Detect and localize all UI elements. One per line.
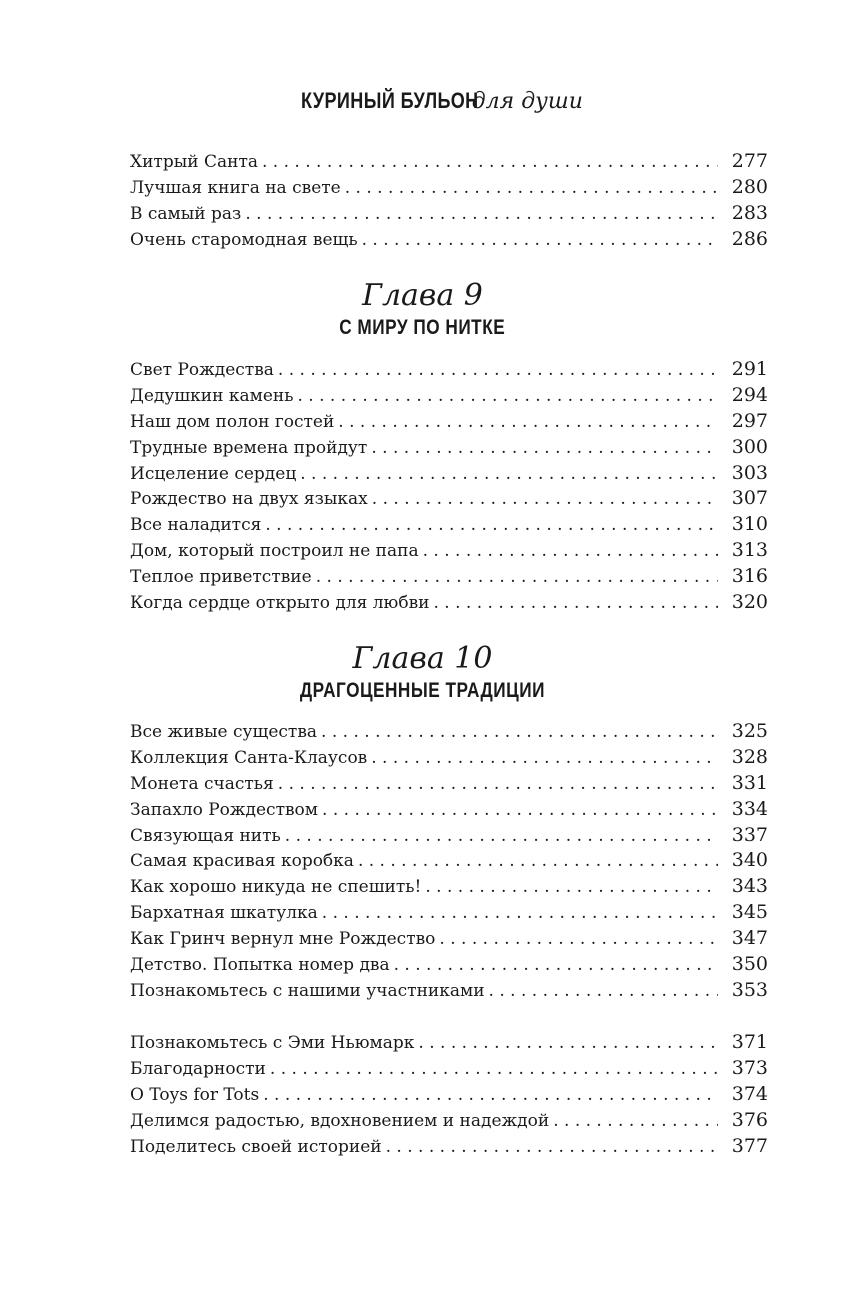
toc-entry-title: Делимся радостью, вдохновением и надеждой: [130, 1110, 550, 1131]
dot-leader: [394, 953, 718, 979]
toc-entry-page-number: 280: [731, 175, 768, 198]
dot-leader: [270, 1057, 718, 1083]
toc-entry-page-number: 303: [731, 461, 768, 484]
dot-leader: [553, 1109, 718, 1135]
toc-entry-page-number: 340: [731, 849, 768, 872]
toc-entry-title: Дедушкин камень: [130, 385, 294, 406]
toc-entry-title: О Toys for Tots: [130, 1084, 260, 1105]
toc-entry-title: Бархатная шкатулка: [130, 903, 318, 924]
toc-entry-page-number: 328: [731, 745, 768, 768]
toc-entry: [130, 1082, 768, 1108]
toc-entry-page-number: 347: [731, 927, 768, 950]
dot-leader: [358, 849, 718, 875]
toc-entry-title: Лучшая книга на свете: [130, 177, 341, 198]
toc-entry: [130, 926, 768, 952]
dot-leader: [300, 462, 718, 488]
toc-entry: [130, 745, 768, 771]
toc-entry: [130, 175, 768, 201]
toc-entry-title: Трудные времена пройдут: [130, 437, 368, 458]
toc-entry-title: Детство. Попытка номер два: [130, 955, 390, 976]
toc-entry: [130, 1108, 768, 1134]
dot-leader: [297, 384, 718, 410]
chapter-9-label: Глава 9: [362, 278, 483, 313]
chapter-10-label: Глава 10: [352, 641, 493, 676]
toc-entry-title: Запахло Рождеством: [130, 799, 319, 820]
dot-leader: [321, 720, 718, 746]
toc-entry-title: Поделитесь своей историей: [130, 1136, 382, 1157]
toc-entry-page-number: 337: [731, 823, 768, 846]
toc-entry-page-number: 291: [731, 358, 768, 380]
toc-entry: [130, 435, 768, 461]
toc-entry: [130, 383, 768, 409]
dot-leader: [371, 746, 718, 772]
toc-entry-page-number: 325: [731, 720, 768, 742]
toc-entry: [130, 538, 768, 564]
toc-entry-title: Все живые существа: [130, 722, 318, 742]
toc-entry-page-number: 300: [731, 435, 768, 458]
toc-entry-page-number: 374: [731, 1082, 768, 1105]
toc-entry: [130, 357, 768, 383]
toc-entry-title: Познакомьтесь с нашими участниками: [130, 980, 485, 1001]
toc-entry-page-number: 371: [731, 1031, 768, 1053]
dot-leader: [371, 436, 718, 462]
toc-entry-page-number: 345: [731, 901, 768, 924]
toc-entry: [130, 201, 768, 227]
dot-leader: [345, 176, 718, 202]
dot-leader: [278, 772, 718, 798]
dot-leader: [245, 202, 718, 228]
toc-entry-title: В самый раз: [130, 203, 242, 224]
toc-entry-page-number: 373: [731, 1056, 768, 1079]
toc-entry-title: Свет Рождества: [130, 360, 274, 380]
dot-leader: [439, 927, 718, 953]
dot-leader: [386, 1135, 718, 1161]
dot-leader: [418, 1031, 718, 1057]
dot-leader: [278, 358, 718, 384]
toc-section-chapter-10: [130, 719, 768, 1004]
toc-entry: [130, 486, 768, 512]
toc-entry-title: Познакомьтесь с Эми Ньюмарк: [130, 1033, 415, 1053]
toc-entry-page-number: 277: [731, 150, 768, 172]
toc-section-chapter-9: [130, 357, 768, 616]
chapter-10-title-text: ДРАГОЦЕННЫЕ ТРАДИЦИИ: [299, 679, 546, 702]
toc-entry-title: Самая красивая коробка: [130, 851, 354, 872]
toc-entry-page-number: 353: [731, 978, 768, 1001]
chapter-9-title: [0, 316, 845, 340]
book-title: КУРИНЫЙ БУЛЬОН: [301, 88, 479, 113]
toc-entry-title: Рождество на двух языках: [130, 489, 368, 510]
dot-leader: [423, 539, 718, 565]
toc-entry: [130, 1056, 768, 1082]
toc-entry-title: Исцеление сердец: [130, 463, 297, 484]
toc-entry: [130, 900, 768, 926]
toc-entry-page-number: 283: [731, 201, 768, 224]
toc-entry-title: Очень старомодная вещь: [130, 229, 358, 250]
toc-entry-page-number: 307: [731, 487, 768, 510]
toc-entry-page-number: 331: [731, 771, 768, 794]
dot-leader: [265, 513, 718, 539]
toc-section-back-matter: [130, 1030, 768, 1159]
toc-entry-page-number: 320: [731, 591, 768, 614]
toc-entry-title: Коллекция Санта-Клаусов: [130, 747, 368, 768]
toc-entry-page-number: 297: [731, 409, 768, 432]
dot-leader: [338, 410, 718, 436]
toc-entry: [130, 848, 768, 874]
dot-leader: [425, 875, 718, 901]
dot-leader: [372, 487, 718, 513]
toc-entry: [130, 719, 768, 745]
toc-entry: [130, 874, 768, 900]
toc-entry-page-number: 343: [731, 875, 768, 898]
toc-entry: [130, 564, 768, 590]
toc-entry: [130, 461, 768, 487]
toc-entry-title: Все наладится: [130, 515, 262, 536]
dot-leader: [263, 1083, 718, 1109]
toc-entry: [130, 771, 768, 797]
dot-leader: [362, 228, 718, 254]
book-title-script: для души: [471, 89, 583, 114]
dot-leader: [322, 901, 718, 927]
toc-entry-title: Наш дом полон гостей: [130, 411, 335, 432]
toc-entry-title: Как Гринч вернул мне Рождество: [130, 929, 436, 950]
toc-entry: [130, 590, 768, 616]
dot-leader: [262, 150, 718, 176]
toc-entry: [130, 978, 768, 1004]
toc-entry-page-number: 286: [731, 227, 768, 250]
toc-entry: [130, 797, 768, 823]
toc-entry: [130, 227, 768, 253]
toc-entry-title: Когда сердце открыто для любви: [130, 593, 430, 614]
toc-entry-page-number: 334: [731, 797, 768, 820]
toc-entry-page-number: 313: [731, 539, 768, 562]
toc-entry: [130, 1030, 768, 1056]
toc-entry-title: Связующая нить: [130, 825, 281, 846]
chapter-10-title: [0, 679, 845, 703]
dot-leader: [285, 824, 718, 850]
dot-leader: [316, 565, 718, 591]
dot-leader: [489, 979, 718, 1005]
dot-leader: [322, 798, 718, 824]
toc-entry-title: Теплое приветствие: [130, 567, 312, 588]
toc-entry-title: Монета счастья: [130, 773, 274, 794]
toc-entry: [130, 149, 768, 175]
toc-entry-title: Благодарности: [130, 1058, 266, 1079]
toc-entry-title: Дом, который построил не папа: [130, 541, 419, 562]
toc-entry: [130, 409, 768, 435]
toc-entry-page-number: 377: [731, 1134, 768, 1157]
toc-entry: [130, 512, 768, 538]
toc-entry: [130, 952, 768, 978]
toc-entry: [130, 823, 768, 849]
toc-entry-page-number: 316: [731, 565, 768, 588]
dot-leader: [433, 591, 718, 617]
toc-entry-page-number: 350: [731, 953, 768, 976]
toc-entry-page-number: 294: [731, 383, 768, 406]
toc-entry-page-number: 376: [731, 1108, 768, 1131]
toc-entry-title: Как хорошо никуда не спешить!: [130, 877, 422, 898]
toc-entry-page-number: 310: [731, 513, 768, 536]
toc-entry: [130, 1134, 768, 1160]
toc-entry-title: Хитрый Санта: [130, 152, 258, 172]
chapter-9-title-text: С МИРУ ПО НИТКЕ: [339, 316, 506, 339]
running-head: [0, 88, 845, 114]
toc-section-top: [130, 149, 768, 253]
